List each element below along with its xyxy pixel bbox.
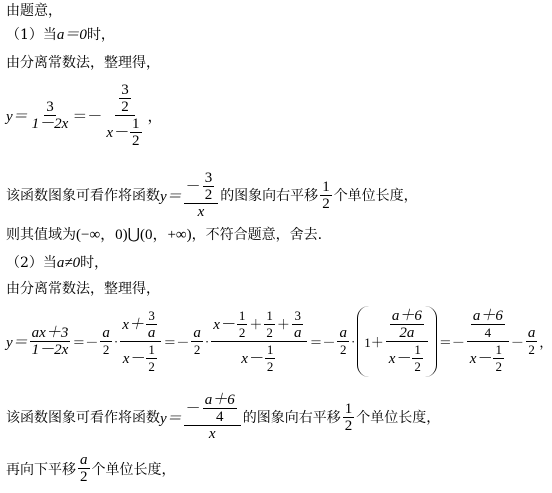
- eq2-h-den-x: x－: [241, 350, 263, 367]
- eq2-fraction-p: [386, 308, 428, 375]
- eq2-q-nd: 4: [484, 325, 492, 340]
- line10-fn-n: a＋6: [204, 392, 235, 408]
- eq2-h-plus-1: ＋: [249, 316, 263, 332]
- eq2-g-num-frac: [146, 308, 158, 341]
- line5-shift-fraction: [320, 179, 332, 212]
- eq2-tail: ，: [539, 335, 552, 350]
- line5-text-b: 的图象向右平移: [220, 188, 319, 204]
- eq1-f2-numerator: [115, 82, 135, 116]
- eq2-g-den-fd: 2: [148, 359, 155, 374]
- eq2-equals-4: ＝－: [438, 335, 465, 350]
- eq2-fraction-q: [467, 308, 509, 375]
- downward-shift-line: [6, 452, 176, 485]
- eq2-g-numerator: [120, 308, 161, 342]
- line10-y: y＝: [160, 410, 182, 427]
- eq2-p-den-x: x－: [388, 350, 411, 367]
- eq2-r-d: 2: [528, 342, 535, 357]
- eq2-dot-1: ·: [113, 333, 119, 349]
- case-1-suffix: 时，: [86, 27, 115, 43]
- line10-fn-d: 4: [215, 409, 224, 425]
- eq2-a-n: a: [102, 325, 110, 341]
- eq2-fraction-1: [30, 325, 71, 358]
- line5-y: y＝: [160, 188, 182, 205]
- eq2-h-d2: 2: [266, 325, 273, 340]
- eq1-equals-minus: ＝－: [72, 109, 103, 125]
- range-set: (−∞，0)⋃(0，+∞): [76, 227, 192, 243]
- eq2-g-den-fn: 1: [148, 342, 155, 357]
- line5-fn-minus: －: [185, 178, 201, 195]
- eq2-a-over-2-3: [337, 325, 349, 358]
- eq1-fraction-2: [104, 82, 145, 149]
- eq2-h-n1: 1: [238, 308, 246, 323]
- eq2-q-numerator: [467, 308, 509, 342]
- eq2-minus: －: [510, 335, 524, 350]
- eq1-f2-num-d: 2: [121, 99, 129, 115]
- eq2-h-den-frac: [265, 342, 276, 375]
- eq2-fraction-r: [526, 325, 538, 358]
- eq2-h-den-fd: 2: [266, 359, 274, 374]
- line5-fn-d: 2: [204, 187, 213, 203]
- eq2-p-one-plus: 1＋: [364, 335, 384, 350]
- line10-shift-d: 2: [344, 417, 353, 434]
- eq2-f1-numerator: ax＋3: [31, 325, 69, 341]
- line11-shift-fraction: [78, 452, 90, 485]
- eq1-lhs: y＝: [6, 109, 28, 125]
- eq2-q-num-frac: [471, 308, 505, 341]
- eq2-p-num-frac: [390, 308, 424, 341]
- eq2-a-over-2-1: [100, 325, 112, 358]
- eq2-fraction-h: [211, 308, 307, 375]
- case-2-prefix: （2）当: [6, 255, 57, 271]
- eq2-q-den-x: x－: [469, 350, 492, 367]
- eq2-h-denominator: [239, 342, 279, 375]
- eq2-g-den-frac: [146, 342, 157, 375]
- eq2-g-denominator: [121, 342, 161, 375]
- line11-shift-n: a: [80, 452, 88, 468]
- eq2-q-den-frac: [493, 342, 504, 375]
- eq1-f2-den-n: 1: [132, 116, 140, 132]
- eq2-p-den-fn: 1: [414, 342, 421, 357]
- eq2-equals-2: ＝－: [163, 335, 190, 350]
- eq2-p-denominator: [387, 342, 427, 375]
- eq2-lhs: y＝: [6, 335, 28, 351]
- line5-fn-n: 3: [204, 170, 213, 186]
- case-2-heading: [6, 254, 108, 272]
- line11-shift-d: 2: [80, 469, 88, 485]
- case-2-condition: a≠0: [56, 255, 81, 271]
- eq2-h-num-x: x－: [213, 316, 235, 333]
- case-2-suffix: 时，: [80, 255, 109, 271]
- eq2-q-den-fn: 1: [495, 342, 502, 357]
- range-text-a: 则其值域为: [6, 227, 76, 243]
- eq2-q-denominator: [468, 342, 508, 375]
- eq2-a-over-2-2: [191, 325, 203, 358]
- equation-2: [6, 306, 552, 377]
- line10-fn-minus: －: [185, 400, 201, 417]
- eq2-g-num-fn: 3: [148, 308, 155, 323]
- eq2-h-den-fn: 1: [266, 342, 274, 357]
- eq2-equals-1: ＝－: [72, 335, 99, 350]
- eq2-p-den-frac: [412, 342, 423, 375]
- eq2-h-frac-2: [264, 308, 275, 341]
- line10-fn-denominator: x: [208, 426, 216, 442]
- eq2-p-numerator: [386, 308, 428, 342]
- eq1-f2-num-n: 3: [121, 82, 129, 98]
- eq1-f2-denominator: [104, 116, 145, 149]
- eq1-tail: ，: [147, 109, 163, 125]
- line5-text-a: 该函数图象可看作将函数: [6, 188, 160, 204]
- eq2-equals-3: ＝－: [309, 335, 336, 350]
- eq2-parenthesis-group: [357, 306, 437, 377]
- line10-fn-numerator: [184, 392, 241, 426]
- eq2-a-d-3: 2: [339, 342, 347, 357]
- line10-function-fraction: [184, 392, 241, 442]
- eq2-dot-3: ·: [350, 333, 356, 349]
- eq2-r-n: a: [527, 325, 536, 341]
- range-text-b: ，不符合题意，舍去.: [191, 227, 323, 243]
- shift-description-2: [6, 392, 440, 442]
- eq2-q-den-fd: 2: [495, 359, 502, 374]
- eq2-a-n-2: a: [193, 325, 201, 341]
- eq1-f2-den-d: 2: [132, 133, 140, 149]
- eq2-a-d: 2: [102, 342, 110, 357]
- method-line-2: 由分离常数法，整理得，: [6, 281, 160, 297]
- eq2-p-nd: 2a: [399, 325, 415, 341]
- eq1-fraction-1: [30, 99, 71, 132]
- line5-text-c: 个单位长度，: [333, 188, 418, 204]
- line5-function-fraction: [184, 170, 219, 220]
- eq2-g-den-x: x－: [122, 350, 145, 367]
- case-1-heading: [6, 26, 115, 44]
- eq2-h-d1: 2: [238, 325, 246, 340]
- eq2-h-frac-3: [292, 308, 304, 341]
- eq1-f2-den-x: x－: [106, 124, 129, 141]
- eq2-h-frac-1: [237, 308, 248, 341]
- eq2-h-plus-2: ＋: [276, 316, 290, 332]
- eq2-dot-2: ·: [204, 333, 210, 349]
- range-line: [6, 226, 322, 244]
- eq2-h-numerator: [211, 308, 307, 342]
- case-1-condition: a＝0: [56, 27, 87, 43]
- line10-fn-num-frac: [203, 392, 237, 425]
- eq2-a-d-2: 2: [193, 342, 201, 357]
- eq2-g-num-x: x＋: [122, 316, 144, 333]
- line5-fn-num-frac: [203, 170, 215, 203]
- eq2-h-n2: 1: [266, 308, 273, 323]
- line10-shift-fraction: [343, 401, 355, 434]
- eq1-f2-num-frac: [119, 82, 131, 115]
- eq1-f1-numerator: 3: [46, 99, 54, 115]
- eq2-h-d3: a: [293, 325, 302, 341]
- equation-1: [6, 82, 163, 149]
- line5-shift-n: 1: [322, 178, 330, 195]
- eq2-q-nn: a＋6: [472, 308, 503, 324]
- line10-text-c: 个单位长度，: [356, 410, 441, 426]
- intro-line: 由题意，: [6, 3, 62, 19]
- line11-text-b: 个单位长度，: [91, 461, 176, 478]
- shift-description-1: [6, 170, 418, 220]
- eq2-h-n3: 3: [294, 308, 301, 323]
- case-1-prefix: （1）当: [6, 27, 57, 43]
- eq2-f1-denominator: 1－2x: [31, 342, 69, 358]
- line5-fn-denominator: x: [197, 204, 205, 220]
- line11-text-a: 再向下平移: [6, 461, 76, 478]
- line10-text-b: 的图象向右平移: [242, 410, 341, 426]
- eq2-p-den-fd: 2: [414, 359, 421, 374]
- line5-fn-numerator: [184, 170, 219, 204]
- method-line-1: 由分离常数法，整理得，: [6, 55, 160, 71]
- eq2-p-nn: a＋6: [391, 308, 422, 324]
- eq2-fraction-g: [120, 308, 161, 375]
- line10-shift-n: 1: [344, 400, 353, 417]
- eq1-f1-denominator: 1－2x: [31, 116, 69, 132]
- eq1-f2-den-frac: [130, 116, 142, 149]
- line5-shift-d: 2: [322, 195, 330, 212]
- line10-text-a: 该函数图象可看作将函数: [6, 410, 160, 426]
- eq2-g-num-fd: a: [147, 325, 156, 341]
- eq2-a-n-3: a: [339, 325, 347, 341]
